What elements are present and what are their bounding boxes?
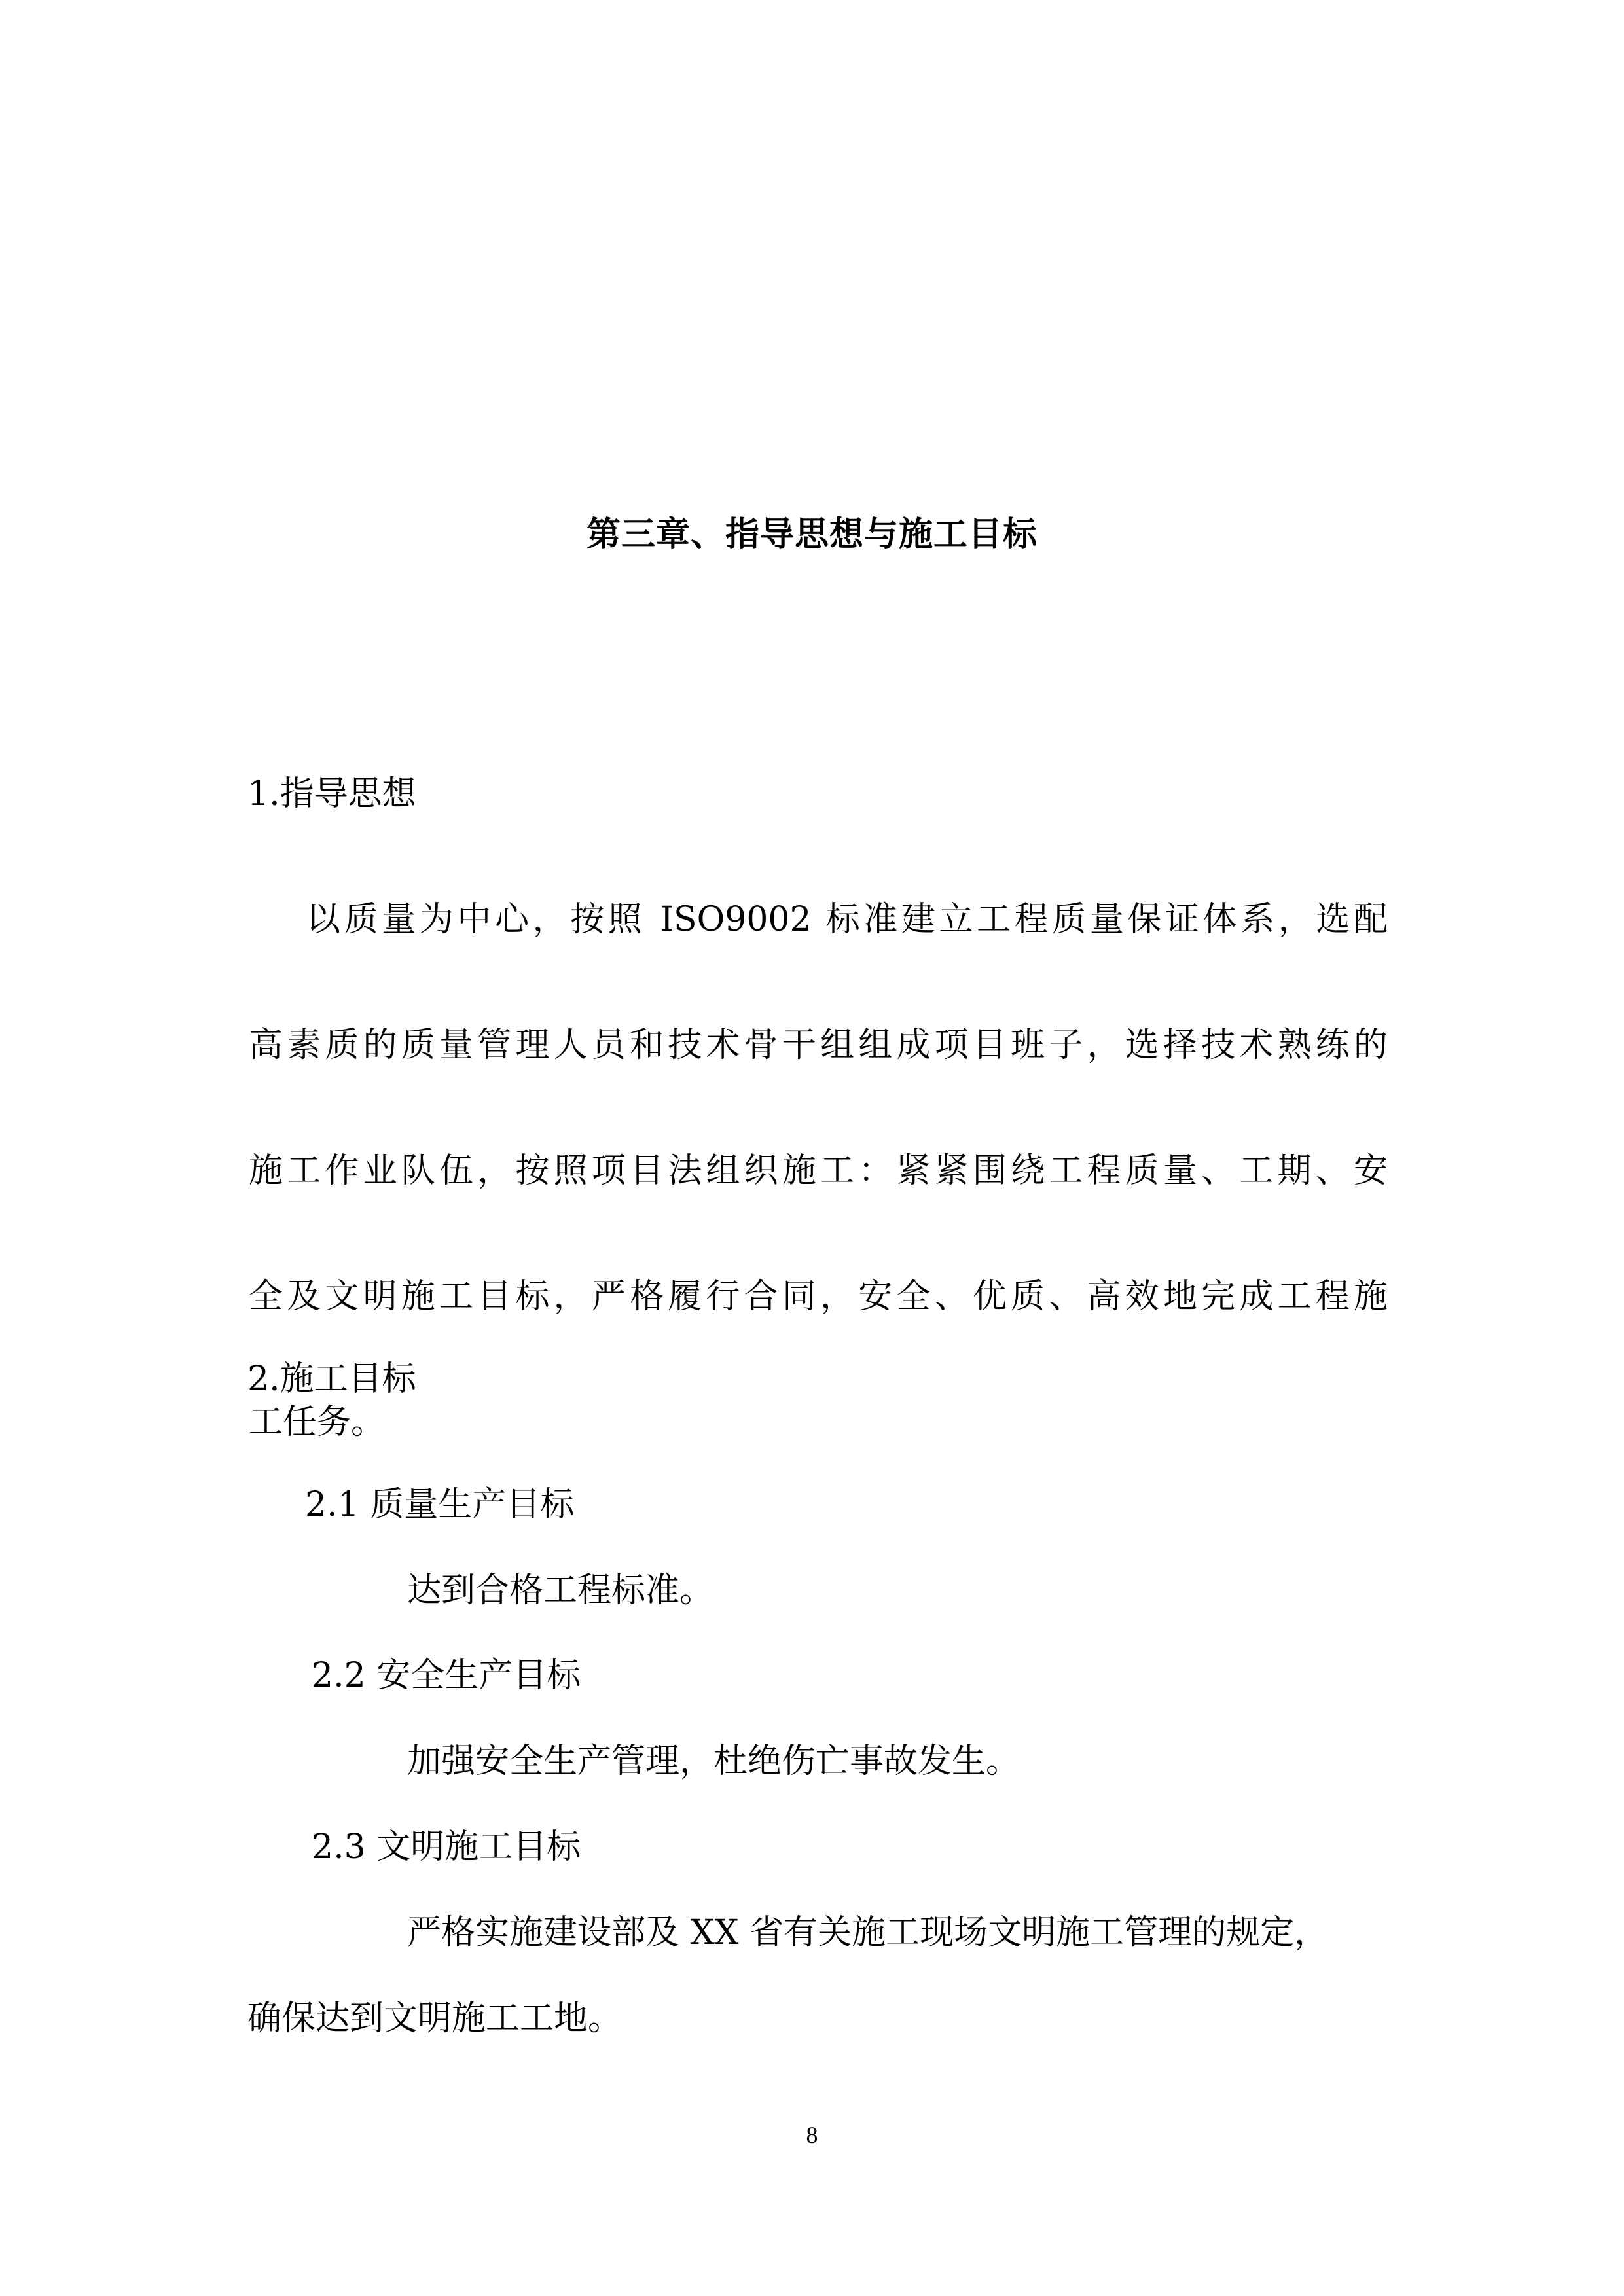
subsection-2-1-text: 达到合格工程标准。: [407, 1571, 714, 1610]
section-1-paragraph: [249, 897, 1388, 1525]
paragraph-line: 全及文明施工目标，严格履行合同，安全、优质、高效地完成工程施: [249, 1277, 1388, 1316]
paragraph-line: 施工作业队伍，按照项目法组织施工：紧紧围绕工程质量、工期、安: [249, 1151, 1388, 1191]
subsection-2-3-text-line-1: 严格实施建设部及 XX 省有关施工现场文明施工管理的规定，: [407, 1913, 1329, 1952]
subsection-2-3-text-line-2: 确保达到文明施工工地。: [247, 1999, 623, 2038]
page-number: 8: [806, 2122, 818, 2148]
paragraph-line: 以质量为中心，按照 ISO9002 标准建立工程质量保证体系，选配: [306, 900, 1388, 939]
subsection-2-3-heading: 2.3 文明施工目标: [312, 1827, 581, 1867]
subsection-2-1-heading: 2.1 质量生产目标: [305, 1485, 575, 1524]
paragraph-line: 高素质的质量管理人员和技术骨干组组成项目班子，选择技术熟练的: [249, 1026, 1388, 1065]
subsection-2-2-text: 加强安全生产管理，杜绝伤亡事故发生。: [407, 1742, 1020, 1781]
subsection-2-2-heading: 2.2 安全生产目标: [312, 1656, 581, 1695]
section-2-heading: 2.施工目标: [247, 1359, 416, 1399]
paragraph-line: 工任务。: [249, 1403, 386, 1442]
section-1-heading: 1.指导思想: [247, 774, 416, 814]
chapter-title: 第三章、指导思想与施工目标: [586, 515, 1038, 554]
